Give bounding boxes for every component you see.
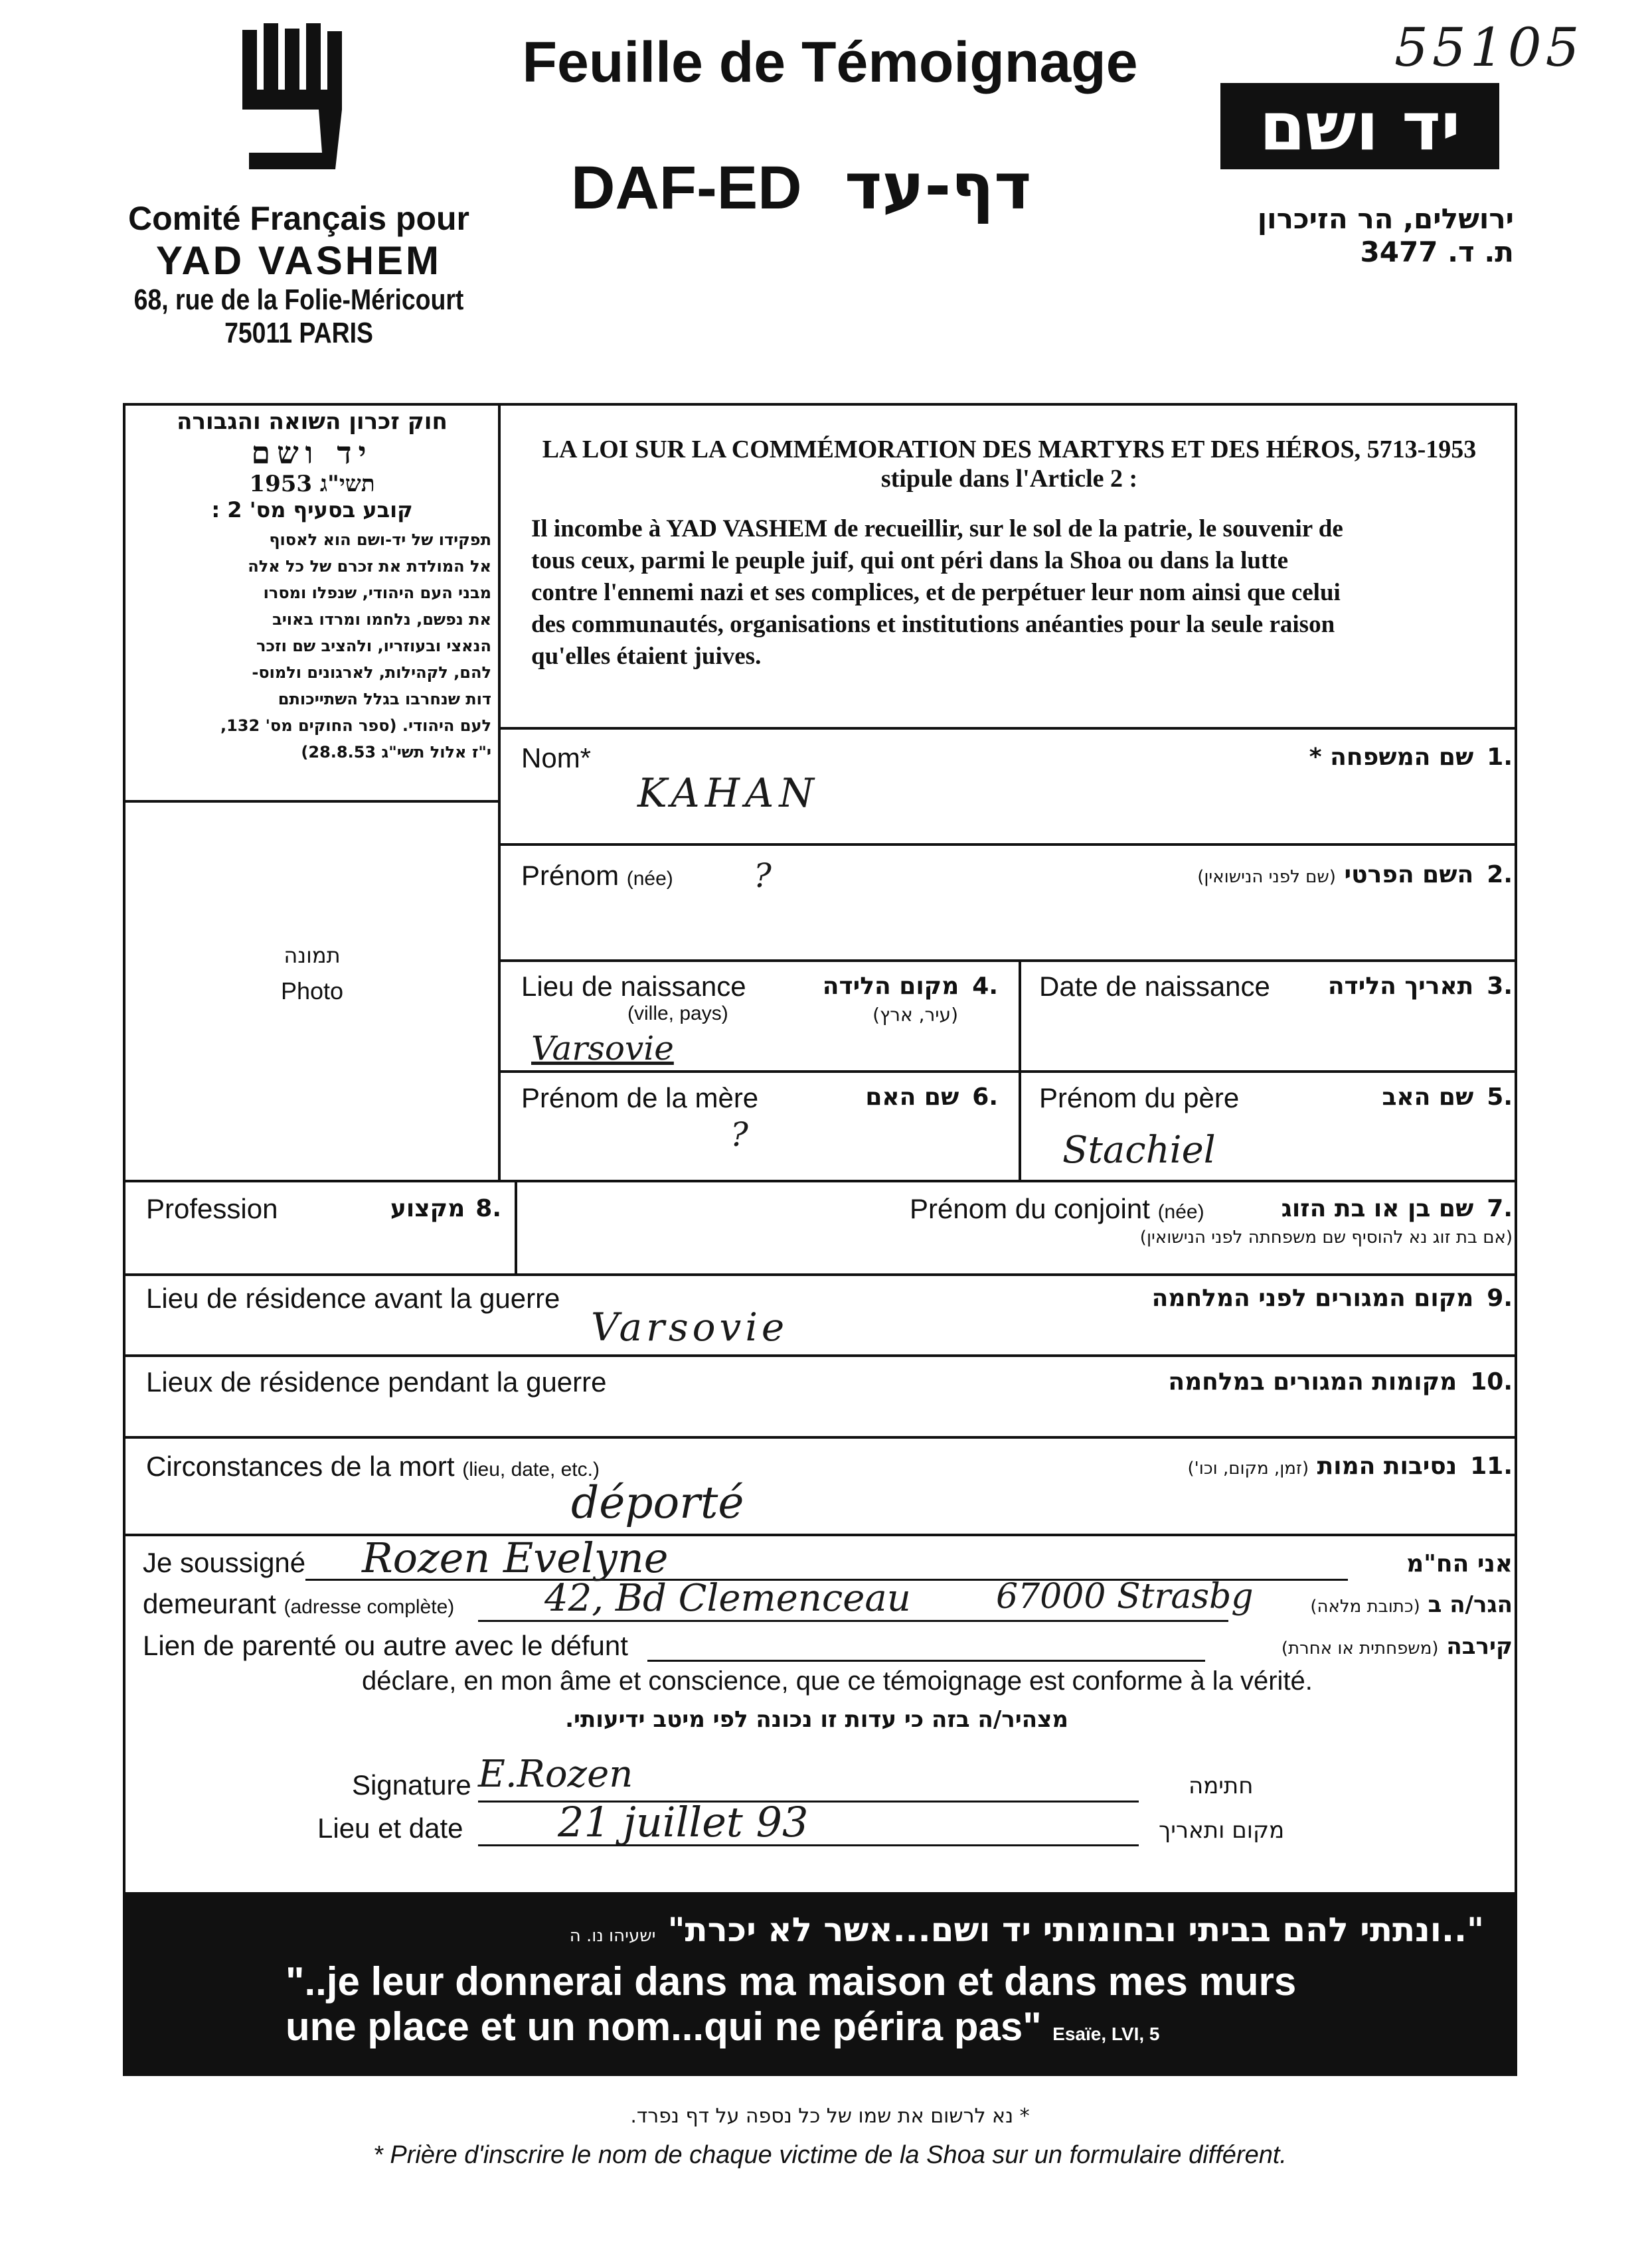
- field-11-label-he: .11נסיבות המות (זמן, מקום, וכו'): [1187, 1453, 1513, 1480]
- demeurant-label-he: הגר/ה ב (כתובת מלאה): [1310, 1591, 1513, 1618]
- law-french-line: des communautés, organisations et institutions anéanties pour la seule raison: [531, 611, 1335, 638]
- field-11-value[interactable]: déporté: [571, 1477, 744, 1528]
- lien-label-he: קירבה (משפחתית או אחרת): [1281, 1633, 1513, 1660]
- law-hebrew-line: הנאצי ובעוזריו, ולהציב שם וזכר: [256, 637, 491, 655]
- subtitle-hebrew: דף-עד: [844, 149, 1032, 224]
- law-french-line: qu'elles étaient juives.: [531, 643, 762, 670]
- field-7-label-he: .7שם בן או בת הזוג (אם בת זוג נא להוסיף שם משפחתה לפני הנישואין): [1139, 1195, 1513, 1247]
- law-box-hebrew: חוק זכרון השואה והגבורה יד ושם תשי"ג 1953 קובע בסעיף מס' 2 : תפקידו של יד-ושם הוא לאסוף אל המולדת את זכרם של כל אלה מבני העם היהודי, שנפלו ומסרו את נפשם, נלחמו ומרדו באויב הנאצי ובעוזריו, ולהציב שם וזכר להם, לקהילות, לארגונים ולמוס- דות שנחרבו בגלל השתייכותם לעם היהודי. (ספר החוקים מס' 132, י"ז אלול תשי"ג 28.8.53): [133, 408, 491, 797]
- law-hebrew-line: תפקידו של יד-ושם הוא לאסוף: [269, 530, 491, 549]
- law-box-french: LA LOI SUR LA COMMÉMORATION DES MARTYRS ET DES HÉROS, 5713-1953 stipule dans l'Article 2 : Il incombe à YAD VASHEM de recueillir, sur le sol de la patrie, le souvenir de tous ceux, parmi le peuple juif, qui ont péri dans la Shoa ou dans la lutte contre l'ennemi nazi et ses complices, et de perpétuer leur nom ainsi que celui des communautés, organisations et institutions anéanties pour la seule raison qu'elles étaient juives.: [511, 435, 1507, 673]
- field-1-label-fr: Nom*: [521, 742, 592, 773]
- law-hebrew-line: מבני העם היהודי, שנפלו ומסרו: [263, 584, 491, 602]
- photo-label-french: Photo: [280, 977, 344, 1004]
- signature-label-fr: Signature: [352, 1769, 471, 1801]
- date-label-he: מקום ותאריך: [1159, 1817, 1285, 1844]
- demeurant-label-fr: demeurant (adresse complète): [143, 1588, 455, 1619]
- yad-vashem-logo-box: יד ושם: [1220, 83, 1499, 169]
- demeurant-value-city[interactable]: 67000 Strasbg: [996, 1577, 1254, 1617]
- soussigne-label-he: אני הח"מ: [1406, 1550, 1513, 1577]
- field-8-label-fr: Profession: [146, 1193, 278, 1224]
- footer-french: * Prière d'inscrire le nom de chaque victime de la Shoa sur un formulaire différent.: [373, 2141, 1287, 2169]
- field-8-label-he: .8מקצוע: [390, 1195, 501, 1222]
- field-5-label-fr: Prénom du père: [1039, 1082, 1240, 1113]
- law-french-line: Il incombe à YAD VASHEM de recueillir, sur le sol de la patrie, le souvenir de: [531, 515, 1343, 542]
- field-5-value[interactable]: Stachiel: [1062, 1129, 1216, 1172]
- field-10-label-fr: Lieux de résidence pendant la guerre: [146, 1366, 607, 1398]
- photo-label-hebrew: תמונה: [284, 943, 341, 968]
- signature-label-he: חתימה: [1189, 1773, 1254, 1799]
- law-hebrew-line: י"ז אלול תשי"ג 28.8.53): [301, 743, 491, 762]
- declaration-text-he: מצהיר/ה בזה כי עדות זו נכונה לפי מיטב ידיעותי.: [565, 1706, 1068, 1733]
- field-3-label-he: .3תאריך הלידה: [1327, 973, 1513, 1000]
- field-4-value[interactable]: Varsovie: [531, 1029, 674, 1068]
- law-hebrew-line: דות שנחרבו בגלל השתייכותם: [278, 690, 491, 708]
- form-title: Feuille de Témoignage: [522, 31, 1138, 94]
- field-2-label-he: .2השם הפרטי (שם לפני הנישואין): [1197, 861, 1513, 888]
- menorah-logo: [236, 17, 355, 183]
- field-4-label-he: .4מקום הלידה (עיר, ארץ): [822, 973, 998, 1026]
- photo-box: [126, 943, 498, 1005]
- field-4-label-fr: Lieu de naissance (ville, pays): [521, 971, 746, 1024]
- subtitle-latin: DAF-ED: [571, 154, 802, 222]
- law-french-line: contre l'ennemi nazi et ses complices, et de perpétuer leur nom ainsi que celui: [531, 579, 1341, 606]
- law-hebrew-line: לעם היהודי. (ספר החוקים מס' 132,: [220, 716, 491, 735]
- field-9-value[interactable]: Varsovie: [591, 1305, 789, 1350]
- field-11-label-fr: Circonstances de la mort (lieu, date, etc.): [146, 1451, 600, 1482]
- date-value[interactable]: 21 juillet 93: [558, 1798, 809, 1846]
- field-9-label-he: .9מקום המגורים לפני המלחמה: [1151, 1285, 1513, 1312]
- field-5-label-he: .5שם האב: [1382, 1083, 1513, 1111]
- field-6-label-he: .6שם האם: [865, 1083, 998, 1111]
- banner-french-line1: "..je leur donnerai dans ma maison et dans mes murs: [286, 1959, 1297, 2004]
- law-hebrew-line: להם, לקהילות, לארגונים ולמוס-: [252, 663, 491, 682]
- field-7-label-fr: Prénom du conjoint (née): [910, 1193, 1204, 1224]
- field-1-label-he: .1שם המשפחה *: [1309, 744, 1513, 771]
- field-2-value[interactable]: ?: [754, 856, 772, 895]
- law-french-line: tous ceux, parmi le peuple juif, qui ont péri dans la Shoa ou dans la lutte: [531, 547, 1288, 574]
- field-3-label-fr: Date de naissance: [1039, 971, 1270, 1002]
- address-hebrew-2: ת. ד. 3477: [1360, 236, 1514, 268]
- signature-value[interactable]: E.Rozen: [478, 1753, 633, 1796]
- soussigne-value[interactable]: Rozen Evelyne: [362, 1534, 669, 1582]
- law-hebrew-line: אל המולדת את זכרם של כל אלה: [248, 557, 491, 576]
- quote-banner: [123, 1892, 1517, 2076]
- field-6-value[interactable]: ?: [730, 1115, 748, 1154]
- declaration-text-fr: déclare, en mon âme et conscience, que ce témoignage est conforme à la vérité.: [362, 1666, 1313, 1696]
- field-10-label-he: .10מקומות המגורים במלחמה: [1168, 1368, 1513, 1396]
- lien-label-fr: Lien de parenté ou autre avec le défunt: [143, 1630, 628, 1661]
- footer-hebrew: * נא לרשום את שמו של כל נספה על דף נפרד.: [630, 2105, 1030, 2128]
- banner-hebrew-row: "..ונתתי להם בביתי ובחומותי יד ושם...אשר לא יכרת" ישעיהו נו. ה: [569, 1911, 1484, 1949]
- file-number: 55105: [1394, 17, 1584, 78]
- field-9-label-fr: Lieu de résidence avant la guerre: [146, 1283, 560, 1314]
- committee-name: Comité Français pour YAD VASHEM 68, rue de la Folie-Méricourt 75011 PARIS: [128, 200, 469, 349]
- law-hebrew-line: את נפשם, נלחמו ומרדו באויב: [272, 610, 491, 629]
- field-6-label-fr: Prénom de la mère: [521, 1082, 759, 1113]
- field-1-value[interactable]: KAHAN: [637, 770, 819, 817]
- field-2-label-fr: Prénom (née): [521, 860, 673, 891]
- form-subtitle: [571, 149, 1102, 222]
- soussigne-label-fr: Je soussigné: [143, 1547, 306, 1578]
- demeurant-value-street[interactable]: 42, Bd Clemenceau: [544, 1577, 911, 1620]
- address-hebrew-1: ירושלים, הר הזיכרון: [1257, 202, 1514, 235]
- banner-french-line2: une place et un nom...qui ne périra pas" Esaïe, LVI, 5: [286, 2004, 1160, 2049]
- date-label-fr: Lieu et date: [317, 1812, 463, 1844]
